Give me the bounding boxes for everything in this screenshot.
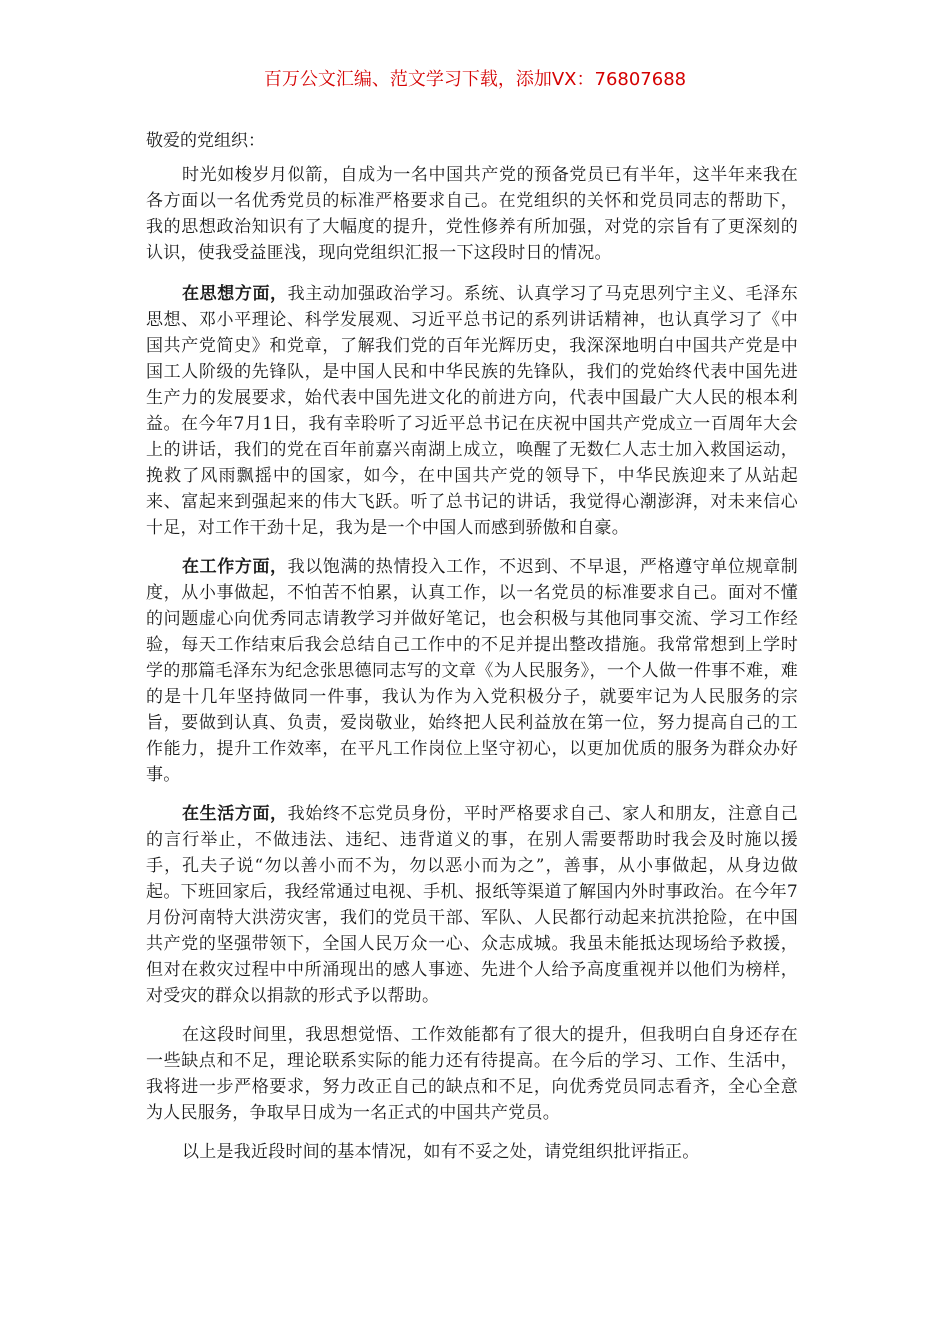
paragraph-lead: 在思想方面， bbox=[182, 284, 288, 304]
paragraph-intro bbox=[146, 162, 798, 266]
letter-body bbox=[146, 127, 798, 1165]
paragraph-text: 以上是我近段时间的基本情况，如有不妥之处，请党组织批评指正。 bbox=[182, 1142, 700, 1162]
paragraph-text: 我以饱满的热情投入工作，不迟到、不早退，严格遵守单位规章制度，从小事做起，不怕苦不怕累，认真工作，以一名党员的标准要求自己。面对不懂的问题虚心向优秀同志请教学习并做好笔记，也会积极与其他同事交流、学习工作经验，每天工作结束后我会总结自己工作中的不足并提出整改措施。我常常想到上学时学的那篇毛泽东为纪念张思德同志写的文章《为人民服务》，一个人做一件事不难，难的是十几年坚持做同一件事，我认为作为入党积极分子，就要牢记为人民服务的宗旨，要做到认真、负责，爱岗敬业，始终把人民利益放在第一位，努力提高自己的工作能力，提升工作效率，在平凡工作岗位上坚守初心，以更加优质的服务为群众办好事。 bbox=[146, 557, 799, 785]
paragraph-summary bbox=[146, 1022, 798, 1126]
paragraph-text: 我始终不忘党员身份，平时严格要求自己、家人和朋友，注意自己的言行举止，不做违法、违纪、违背道义的事，在别人需要帮助时我会及时施以援手，孔夫子说“勿以善小而不为，勿以恶小而为之”，善事，从小事做起，从身边做起。下班回家后，我经常通过电视、手机、报纸等渠道了解国内外时事政治。在今年7月份河南特大洪涝灾害，我们的党员干部、军队、人民都行动起来抗洪抢险，在中国共产党的坚强带领下，全国人民万众一心、众志成城。我虽未能抵达现场给予救援，但对在救灾过程中中所涌现出的感人事迹、先进个人给予高度重视并以他们为榜样，对受灾的群众以捐款的形式予以帮助。 bbox=[146, 804, 799, 1006]
salutation: 敬爱的党组织： bbox=[146, 131, 265, 151]
paragraph-closing bbox=[146, 1139, 798, 1165]
paragraph-text: 在这段时间里，我思想觉悟、工作效能都有了很大的提升，但我明白自身还存在一些缺点和不足，理论联系实际的能力还有待提高。在今后的学习、工作、生活中，我将进一步严格要求，努力改正自己的缺点和不足，向优秀党员同志看齐，全心全意为人民服务，争取早日成为一名正式的中国共产党员。 bbox=[146, 1025, 798, 1123]
paragraph-life bbox=[146, 801, 798, 1009]
paragraph-thought bbox=[146, 281, 798, 541]
paragraph-work bbox=[146, 554, 798, 788]
paragraph-text: 我主动加强政治学习。系统、认真学习了马克思列宁主义、毛泽东思想、邓小平理论、科学发展观、习近平总书记的系列讲话精神，也认真学习了《中国共产党简史》和党章，了解我们党的百年光辉历史，我深深地明白中国共产党是中国工人阶级的先锋队，是中国人民和中华民族的先锋队，我们的党始终代表中国先进生产力的发展要求，始代表中国先进文化的前进方向，代表中国最广大人民的根本利益。在今年7月1日，我有幸聆听了习近平总书记在庆祝中国共产党成立一百周年大会上的讲话，我们的党在百年前嘉兴南湖上成立，唤醒了无数仁人志士加入救国运动，挽救了风雨飘摇中的国家，如今，在中国共产党的领导下，中华民族迎来了从站起来、富起来到强起来的伟大飞跃。听了总书记的讲话，我觉得心潮澎湃，对未来信心十足，对工作干劲十足，我为是一个中国人而感到骄傲和自豪。 bbox=[146, 284, 799, 538]
paragraph-lead: 在工作方面， bbox=[182, 557, 288, 577]
paragraph-lead: 在生活方面， bbox=[182, 804, 288, 824]
header-banner: 百万公文汇编、范文学习下载，添加VX：76807688 bbox=[263, 69, 687, 90]
paragraph-text: 时光如梭岁月似箭，自成为一名中国共产党的预备党员已有半年，这半年来我在各方面以一名优秀党员的标准严格要求自己。在党组织的关怀和党员同志的帮助下，我的思想政治知识有了大幅度的提升，党性修养有所加强，对党的宗旨有了更深刻的认识，使我受益匪浅，现向党组织汇报一下这段时日的情况。 bbox=[146, 165, 798, 263]
